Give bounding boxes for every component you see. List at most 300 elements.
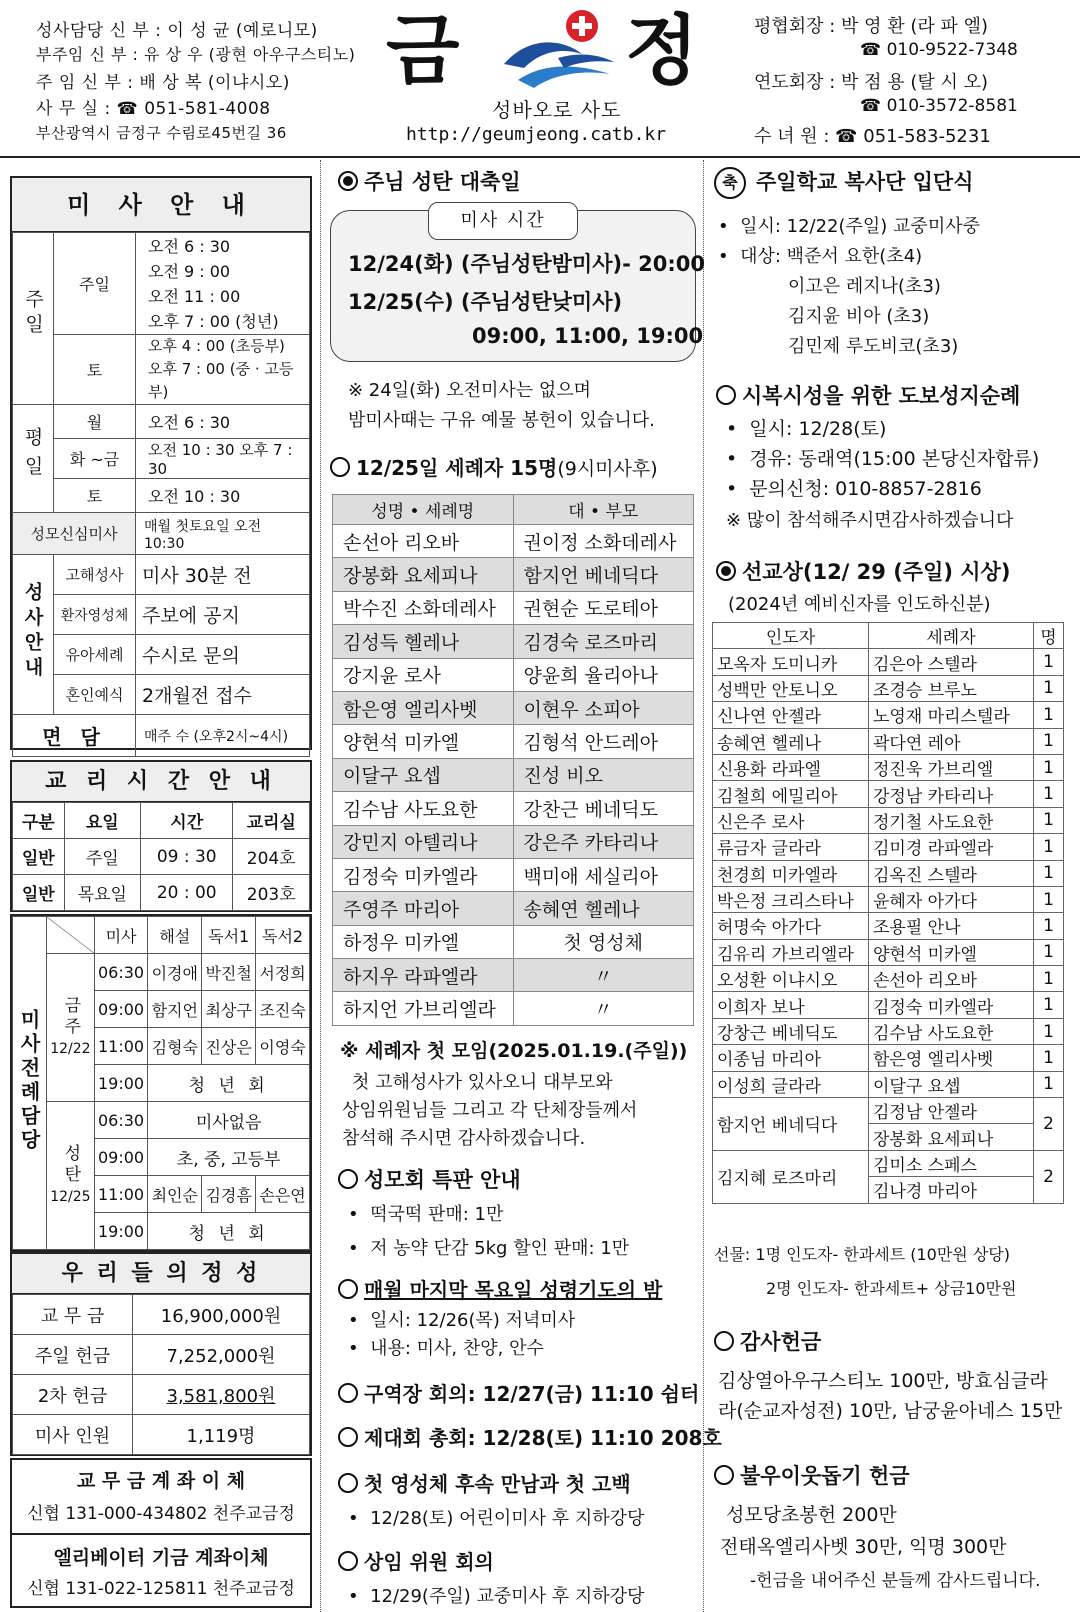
baptism-row xyxy=(333,792,694,825)
mission-baptized: 윤혜자 아가다 xyxy=(869,886,1034,912)
offering-label: 2차 헌금 xyxy=(13,1375,133,1415)
mission-count: 1 xyxy=(1034,728,1064,754)
mission-row xyxy=(713,966,1064,992)
catechism-cell: 목요일 xyxy=(64,875,140,911)
ministry-box xyxy=(10,914,312,1252)
mission-leader: 강창근 베네딕도 xyxy=(713,1018,869,1044)
ministry-cell: 함지언 xyxy=(148,991,202,1028)
thanks-title: 감사헌금 xyxy=(714,1326,821,1356)
mission-row xyxy=(713,1098,1064,1124)
pilgrimage-item: • 일시: 12/28(토) xyxy=(726,418,887,440)
baptism-row xyxy=(333,858,694,891)
christmas-note: ※ 24일(화) 오전미사는 없으며 xyxy=(348,380,592,401)
mission-leader: 송혜연 헬레나 xyxy=(713,728,869,754)
mission-leader: 이종님 마리아 xyxy=(713,1045,869,1071)
ministry-time: 19:00 xyxy=(94,1065,148,1102)
mission-leader: 이성희 글라라 xyxy=(713,1071,869,1097)
baptism-name: 함은영 엘리사벳 xyxy=(333,691,514,724)
christmas-title: 주님 성탄 대축일 xyxy=(338,166,521,196)
pilgrimage-note: ※ 많이 참석해주시면감사하겠습니다 xyxy=(726,510,1014,531)
ministry-time: 19:00 xyxy=(94,1213,148,1250)
assistant-priest-line: 부주임 신 부 : 유 상 우 (광현 아우구스티노) xyxy=(36,45,356,64)
baptism-title: 12/25일 세례자 15명(9시미사후) xyxy=(330,452,658,481)
mass-schedule-title: 미 사 안 내 xyxy=(12,178,310,232)
interview-value: 매주 수 (오후2시~4시) xyxy=(136,715,310,757)
filled-circle-icon xyxy=(338,171,358,191)
mission-count: 1 xyxy=(1034,992,1064,1018)
sacrament-name: 혼인예식 xyxy=(54,675,136,715)
ministry-header: 해설 xyxy=(148,917,202,954)
mission-baptized: 김정숙 미카엘라 xyxy=(869,992,1034,1018)
funeral-president-phone: ☎ 010-3572-8581 xyxy=(860,96,1018,116)
offering-value: 7,252,000원 xyxy=(133,1335,310,1375)
office-line: 사 무 실 : ☎ 051-581-4008 xyxy=(36,99,271,119)
mission-leader: 김지혜 로즈마리 xyxy=(713,1150,869,1203)
ministry-time: 06:30 xyxy=(94,954,148,991)
christmas-line: 12/24(화) (주님성탄밤미사)- 20:00 xyxy=(348,252,705,276)
mission-count: 1 xyxy=(1034,649,1064,675)
mission-count: 1 xyxy=(1034,1045,1064,1071)
notice-title: 매월 마지막 목요일 성령기도의 밤 xyxy=(338,1274,662,1303)
baptism-godparent: 이현우 소피아 xyxy=(513,691,694,724)
notice-title: 제대회 총회: 12/28(토) 11:10 208호 xyxy=(338,1422,722,1451)
baptism-name: 주영주 마리아 xyxy=(333,892,514,925)
sacrament-name: 유아세례 xyxy=(54,635,136,675)
baptism-row xyxy=(333,959,694,992)
mission-count: 1 xyxy=(1034,913,1064,939)
offering-label: 주일 헌금 xyxy=(13,1335,133,1375)
ministry-group-label: 미사전례담당 xyxy=(13,917,47,1250)
baptism-row xyxy=(333,691,694,724)
baptism-godparent: 백미애 세실리아 xyxy=(513,858,694,891)
mission-baptized: 조경승 브루노 xyxy=(869,675,1034,701)
mission-leader: 김유리 가브리엘라 xyxy=(713,939,869,965)
mission-count: 1 xyxy=(1034,807,1064,833)
mission-leader: 김철희 에밀리아 xyxy=(713,781,869,807)
mission-row xyxy=(713,1018,1064,1044)
council-president-phone: ☎ 010-9522-7348 xyxy=(860,40,1018,60)
mission-count: 2 xyxy=(1034,1150,1064,1203)
baptism-row xyxy=(333,525,694,558)
circle-icon xyxy=(714,1465,734,1485)
baptism-meeting-text: 상임위원님들 그리고 각 단체장들께서 xyxy=(342,1100,638,1121)
pilgrimage-title: 시복시성을 위한 도보성지순례 xyxy=(716,380,1020,410)
column-divider xyxy=(320,160,321,1612)
ministry-time: 09:00 xyxy=(94,1139,148,1176)
mission-row xyxy=(713,834,1064,860)
mission-row xyxy=(713,702,1064,728)
circle-icon xyxy=(330,457,350,477)
mission-count: 1 xyxy=(1034,675,1064,701)
baptism-row xyxy=(333,892,694,925)
offering-value: 1,119명 xyxy=(133,1415,310,1455)
mission-baptized: 곽다연 레아 xyxy=(869,728,1034,754)
catechism-cell: 204호 xyxy=(233,839,310,875)
mission-row xyxy=(713,886,1064,912)
header xyxy=(0,0,1080,158)
charity-title: 불우이웃돕기 헌금 xyxy=(714,1460,910,1490)
mission-baptized: 김나경 마리아 xyxy=(869,1177,1034,1203)
baptism-godparent: 〃 xyxy=(513,959,694,992)
thanks-text: 라(순교자성전) 10만, 남궁윤아네스 15만 xyxy=(718,1400,1063,1422)
ministry-cell: 청 년 회 xyxy=(148,1065,310,1102)
baptism-godparent: 강찬근 베네딕도 xyxy=(513,792,694,825)
offering-title: 우 리 들 의 정 성 xyxy=(12,1254,310,1294)
mission-row xyxy=(713,1045,1064,1071)
interview-label: 면 담 xyxy=(13,715,136,757)
mission-baptized: 노영재 마리스텔라 xyxy=(869,702,1034,728)
mission-leader: 성백만 안토니오 xyxy=(713,675,869,701)
ministry-time: 11:00 xyxy=(94,1176,148,1213)
mass-schedule-table xyxy=(12,232,310,757)
notice-title: 첫 영성체 후속 만남과 첫 고백 xyxy=(338,1468,631,1497)
circle-icon xyxy=(338,1383,358,1403)
mission-baptized: 김옥진 스텔라 xyxy=(869,860,1034,886)
baptism-row xyxy=(333,725,694,758)
catechism-cell: 09 : 30 xyxy=(140,839,233,875)
address-line: 부산광역시 금정구 수림로45번길 36 xyxy=(36,124,287,142)
mission-leader: 신용화 라파엘 xyxy=(713,754,869,780)
baptism-godparent: 〃 xyxy=(513,992,694,1025)
catechism-cell: 일반 xyxy=(13,875,65,911)
weekday-time: 오전 10 : 30 xyxy=(136,479,310,513)
convent-line: 수 녀 원 : ☎ 051-583-5231 xyxy=(754,126,991,147)
ministry-corner xyxy=(47,917,95,954)
mission-baptized: 정진욱 가브리엘 xyxy=(869,754,1034,780)
ministry-cell: 청 년 회 xyxy=(148,1213,310,1250)
mission-count: 1 xyxy=(1034,886,1064,912)
baptism-row xyxy=(333,591,694,624)
mission-header: 인도자 xyxy=(713,623,869,649)
mission-row xyxy=(713,675,1064,701)
mission-row xyxy=(713,1150,1064,1176)
priest-line: 성사담당 신 부 : 이 성 균 (예로니모) xyxy=(36,21,318,41)
sunday-label: 주일 xyxy=(54,233,136,335)
baptism-name: 박수진 소화데레사 xyxy=(333,591,514,624)
baptism-header: 성명 • 세례명 xyxy=(333,495,514,525)
weekday-day: 월 xyxy=(54,405,136,439)
notice-item: • 떡국떡 판매: 1만 xyxy=(348,1204,504,1225)
baptism-name: 강민지 아텔리나 xyxy=(333,825,514,858)
notice-title: 구역장 회의: 12/27(금) 11:10 쉼터 xyxy=(338,1378,699,1407)
mission-row xyxy=(713,781,1064,807)
subtitle: 성바오로 사도 xyxy=(492,98,622,122)
mission-baptized: 조용필 안나 xyxy=(869,913,1034,939)
sunday-times: 오전 6 : 30 오전 9 : 00 오전 11 : 00 오후 7 : 00 (청년) xyxy=(136,233,310,335)
ministry-cell: 박진철 xyxy=(202,954,256,991)
baptism-row xyxy=(333,758,694,791)
baptism-row xyxy=(333,992,694,1025)
circle-icon xyxy=(714,1331,734,1351)
baptism-row xyxy=(333,925,694,958)
ministry-xmas-label: 성탄 12/25 xyxy=(47,1102,95,1250)
catechism-box xyxy=(10,760,312,912)
sunday-school-target: 김지윤 비아 (초3) xyxy=(788,306,930,327)
title-right: 정 xyxy=(625,6,699,95)
baptism-meeting-text: 첫 고해성사가 있사오니 대부모와 xyxy=(352,1072,613,1093)
mission-baptized: 김미소 스페스 xyxy=(869,1150,1034,1176)
baptism-godparent: 김경숙 로즈마리 xyxy=(513,625,694,658)
mission-row xyxy=(713,913,1064,939)
mission-leader: 박은정 크리스타나 xyxy=(713,886,869,912)
notice-item: • 저 농약 단감 5kg 할인 판매: 1만 xyxy=(348,1238,630,1259)
sunday-school-target: 김민제 루도비코(초3) xyxy=(788,336,959,357)
baptism-godparent: 양윤희 율리아나 xyxy=(513,658,694,691)
pilgrimage-item: • 경유: 동래역(15:00 본당신자합류) xyxy=(726,448,1040,470)
sacrament-value: 미사 30분 전 xyxy=(136,555,310,595)
notice-item: • 12/29(주일) 교중미사 후 지하강당 xyxy=(348,1586,645,1607)
thanks-text: 김상열아우구스티노 100만, 방효심글라 xyxy=(718,1370,1048,1392)
catechism-cell: 주일 xyxy=(64,839,140,875)
mission-baptized: 김은아 스텔라 xyxy=(869,649,1034,675)
mission-baptized: 손선아 리오바 xyxy=(869,966,1034,992)
ministry-cell: 최인순 xyxy=(148,1176,202,1213)
mission-row xyxy=(713,807,1064,833)
catechism-title: 교 리 시 간 안 내 xyxy=(12,762,310,802)
elevator-account-number[interactable]: 신협 131-022-125811 천주교금정 xyxy=(27,1579,295,1599)
catechism-header: 구분 xyxy=(13,803,65,839)
ministry-cell: 진상은 xyxy=(202,1028,256,1065)
mission-baptized: 양현석 미카엘 xyxy=(869,939,1034,965)
ministry-table xyxy=(12,916,310,1250)
baptism-name: 김성득 헬레나 xyxy=(333,625,514,658)
weekday-time: 오전 6 : 30 xyxy=(136,405,310,439)
ministry-cell: 이영숙 xyxy=(256,1028,310,1065)
notice-title: 성모회 특판 안내 xyxy=(338,1164,521,1194)
charity-note: -헌금을 내어주신 분들께 감사드립니다. xyxy=(750,1571,1041,1591)
mission-baptized: 김정남 안젤라 xyxy=(869,1098,1034,1124)
mission-row xyxy=(713,939,1064,965)
mission-leader: 천경희 미카엘라 xyxy=(713,860,869,886)
mission-count: 1 xyxy=(1034,1018,1064,1044)
baptism-godparent: 송혜연 헬레나 xyxy=(513,892,694,925)
circle-icon xyxy=(338,1473,358,1493)
ministry-cell: 김형숙 xyxy=(148,1028,202,1065)
weekday-time: 오전 10 : 30 오후 7 : 30 xyxy=(136,439,310,479)
ministry-cell: 미사없음 xyxy=(148,1102,310,1139)
mission-baptized: 정기철 사도요한 xyxy=(869,807,1034,833)
offering-table xyxy=(12,1294,310,1455)
mission-count: 1 xyxy=(1034,860,1064,886)
baptism-name: 손선아 리오바 xyxy=(333,525,514,558)
sacrament-name: 고해성사 xyxy=(54,555,136,595)
elevator-account-title: 엘리베이터 기금 계좌이체 xyxy=(12,1533,310,1570)
filled-circle-icon xyxy=(716,561,736,581)
mission-row xyxy=(713,754,1064,780)
catechism-header: 요일 xyxy=(64,803,140,839)
mission-count: 1 xyxy=(1034,781,1064,807)
ministry-header: 미사 xyxy=(94,917,148,954)
christmas-line: 09:00, 11:00, 19:00 xyxy=(472,324,704,348)
mission-header: 세례자 xyxy=(869,623,1034,649)
mission-leader: 모옥자 도미니카 xyxy=(713,649,869,675)
baptism-meeting-title: ※ 세례자 첫 모임(2025.01.19.(주일)) xyxy=(340,1040,688,1062)
sunday-school-target: • 대상: 백준서 요한(초4) xyxy=(718,246,923,267)
ministry-header: 독서1 xyxy=(202,917,256,954)
baptism-name: 하정우 미카엘 xyxy=(333,925,514,958)
catechism-table xyxy=(12,802,310,911)
baptism-godparent: 진성 비오 xyxy=(513,758,694,791)
baptism-godparent: 첫 영성체 xyxy=(513,925,694,958)
sunday-school-date: • 일시: 12/22(주일) 교중미사중 xyxy=(718,216,980,237)
mission-baptized: 함은영 엘리사벳 xyxy=(869,1045,1034,1071)
sacrament-name: 환자영성체 xyxy=(54,595,136,635)
funeral-president: 연도회장 : 박 점 용 (탈 시 오) xyxy=(754,72,989,93)
circle-icon xyxy=(338,1427,358,1447)
mission-row xyxy=(713,728,1064,754)
circle-icon xyxy=(716,385,736,405)
mission-baptized: 이달구 요셉 xyxy=(869,1071,1034,1097)
column-divider xyxy=(703,160,704,1612)
sacrament-value: 2개월전 접수 xyxy=(136,675,310,715)
ministry-cell: 조진숙 xyxy=(256,991,310,1028)
circle-icon xyxy=(338,1279,358,1299)
mission-row xyxy=(713,1071,1064,1097)
notice-item: • 12/28(토) 어린이미사 후 지하강당 xyxy=(348,1508,645,1529)
mission-count: 1 xyxy=(1034,1071,1064,1097)
baptism-name: 하지우 라파엘라 xyxy=(333,959,514,992)
sunday-group-label: 주일 xyxy=(13,233,54,405)
baptism-name: 김수남 사도요한 xyxy=(333,792,514,825)
mission-row xyxy=(713,860,1064,886)
mission-baptized: 강정남 카타리나 xyxy=(869,781,1034,807)
parish-url[interactable]: http://geumjeong.catb.kr xyxy=(406,124,667,145)
mission-leader: 함지언 베네딕다 xyxy=(713,1098,869,1151)
mission-count: 1 xyxy=(1034,754,1064,780)
baptism-name: 장봉화 요세피나 xyxy=(333,558,514,591)
baptism-row xyxy=(333,558,694,591)
baptism-row xyxy=(333,825,694,858)
heart-mass-time: 매월 첫토요일 오전 10:30 xyxy=(136,513,310,555)
heart-mass-label: 성모신심미사 xyxy=(13,513,136,555)
baptism-godparent: 강은주 카타리나 xyxy=(513,825,694,858)
mission-leader: 류금자 글라라 xyxy=(713,834,869,860)
baptism-row xyxy=(333,658,694,691)
mission-leader: 신나연 안젤라 xyxy=(713,702,869,728)
baptism-name: 양현석 미카엘 xyxy=(333,725,514,758)
ministry-cell: 손은연 xyxy=(256,1176,310,1213)
offering-value: 3,581,800원 xyxy=(133,1375,310,1415)
mission-baptized: 김수남 사도요한 xyxy=(869,1018,1034,1044)
notice-item: • 일시: 12/26(목) 저녁미사 xyxy=(348,1310,576,1331)
saturday-label: 토 xyxy=(54,335,136,405)
ministry-cell: 이경애 xyxy=(148,954,202,991)
baptism-name: 강지윤 로사 xyxy=(333,658,514,691)
catechism-cell: 일반 xyxy=(13,839,65,875)
mission-baptized: 장봉화 요세피나 xyxy=(869,1124,1034,1150)
catechism-cell: 203호 xyxy=(233,875,310,911)
circle-icon xyxy=(338,1551,358,1571)
mission-leader: 허명숙 아가다 xyxy=(713,913,869,939)
baptism-header: 대 • 부모 xyxy=(513,495,694,525)
baptism-meeting-text: 참석해 주시면 감사하겠습니다. xyxy=(342,1128,586,1149)
weekday-group-label: 평일 xyxy=(13,405,54,513)
catechism-header: 시간 xyxy=(140,803,233,839)
mission-leader: 오성환 이냐시오 xyxy=(713,966,869,992)
mission-table xyxy=(712,622,1064,1204)
sacrament-value: 수시로 문의 xyxy=(136,635,310,675)
baptism-row xyxy=(333,625,694,658)
mass-schedule-box xyxy=(10,176,312,750)
mission-gift: 2명 인도자- 한과세트+ 상금10만원 xyxy=(766,1279,1017,1298)
mission-count: 1 xyxy=(1034,702,1064,728)
baptism-godparent: 김형석 안드레아 xyxy=(513,725,694,758)
sunday-school-target: 이고은 레지나(초3) xyxy=(788,276,941,297)
ministry-cell: 김경흠 xyxy=(202,1176,256,1213)
mission-row xyxy=(713,992,1064,1018)
weekday-day: 토 xyxy=(54,479,136,513)
christmas-note: 밤미사때는 구유 예물 봉헌이 있습니다. xyxy=(348,410,655,431)
parish-logo-icon xyxy=(498,8,618,94)
ministry-cell: 서정희 xyxy=(256,954,310,991)
charity-text: 성모당초봉헌 200만 xyxy=(726,1504,897,1526)
ministry-sunday-label: 금주 12/22 xyxy=(47,954,95,1102)
mission-leader: 이희자 보나 xyxy=(713,992,869,1018)
mission-baptized: 김미경 라파엘라 xyxy=(869,834,1034,860)
baptism-table xyxy=(332,494,694,1026)
ministry-time: 09:00 xyxy=(94,991,148,1028)
celebration-badge-icon: 축 xyxy=(714,167,746,199)
mission-leader: 신은주 로사 xyxy=(713,807,869,833)
catechism-header: 교리실 xyxy=(233,803,310,839)
title-left: 금 xyxy=(386,6,460,95)
offering-label: 교 무 금 xyxy=(13,1295,133,1335)
council-president: 평협회장 : 박 영 환 (라 파 엘) xyxy=(754,16,989,37)
notice-title: 상임 위원 회의 xyxy=(338,1546,494,1575)
mission-count: 1 xyxy=(1034,834,1064,860)
christmas-line: 12/25(수) (주님성탄낮미사) xyxy=(348,290,623,314)
saturday-times: 오후 4 : 00 (초등부) 오후 7 : 00 (중 · 고등부) xyxy=(136,335,310,405)
mission-count: 2 xyxy=(1034,1098,1064,1151)
baptism-godparent: 권현순 도로테아 xyxy=(513,591,694,624)
sacrament-group-label: 성사안내 xyxy=(13,555,54,715)
weekday-day: 화 ~금 xyxy=(54,439,136,479)
baptism-name: 김정숙 미카엘라 xyxy=(333,858,514,891)
baptism-name: 이달구 요셉 xyxy=(333,758,514,791)
tithe-account-number[interactable]: 신협 131-000-434802 천주교금정 xyxy=(27,1504,295,1524)
catechism-cell: 20 : 00 xyxy=(140,875,233,911)
mission-header: 명 xyxy=(1034,623,1064,649)
circle-icon xyxy=(338,1169,358,1189)
pilgrimage-item: • 문의신청: 010-8857-2816 xyxy=(726,478,982,500)
sunday-school-title: 축 주일학교 복사단 입단식 xyxy=(714,166,973,199)
ministry-cell: 최상구 xyxy=(202,991,256,1028)
baptism-godparent: 함지언 베네딕다 xyxy=(513,558,694,591)
charity-text: 전태옥엘리사벳 30만, 익명 300만 xyxy=(720,1536,1007,1558)
mission-gift: 선물: 1명 인도자- 한과세트 (10만원 상당) xyxy=(714,1245,1011,1264)
baptism-godparent: 권이정 소화데레사 xyxy=(513,525,694,558)
christmas-box-label: 미사 시간 xyxy=(428,202,578,240)
ministry-cell: 초, 중, 고등부 xyxy=(148,1139,310,1176)
mission-subtitle: (2024년 예비신자를 인도하신분) xyxy=(728,594,991,615)
mission-row xyxy=(713,649,1064,675)
ministry-time: 06:30 xyxy=(94,1102,148,1139)
sacrament-value: 주보에 공지 xyxy=(136,595,310,635)
ministry-header: 독서2 xyxy=(256,917,310,954)
offering-label: 미사 인원 xyxy=(13,1415,133,1455)
mission-count: 1 xyxy=(1034,939,1064,965)
offering-value: 16,900,000원 xyxy=(133,1295,310,1335)
offering-box xyxy=(10,1252,312,1456)
pastor-line: 주 임 신 부 : 배 상 복 (이냐시오) xyxy=(36,73,290,93)
mission-title: 선교상(12/ 29 (주일) 시상) xyxy=(716,556,1010,586)
mission-count: 1 xyxy=(1034,966,1064,992)
tithe-account-title: 교 무 금 계 좌 이 체 xyxy=(76,1470,246,1492)
notice-item: • 내용: 미사, 찬양, 안수 xyxy=(348,1338,544,1359)
baptism-name: 하지언 가브리엘라 xyxy=(333,992,514,1025)
accounts-box xyxy=(10,1458,312,1608)
ministry-time: 11:00 xyxy=(94,1028,148,1065)
